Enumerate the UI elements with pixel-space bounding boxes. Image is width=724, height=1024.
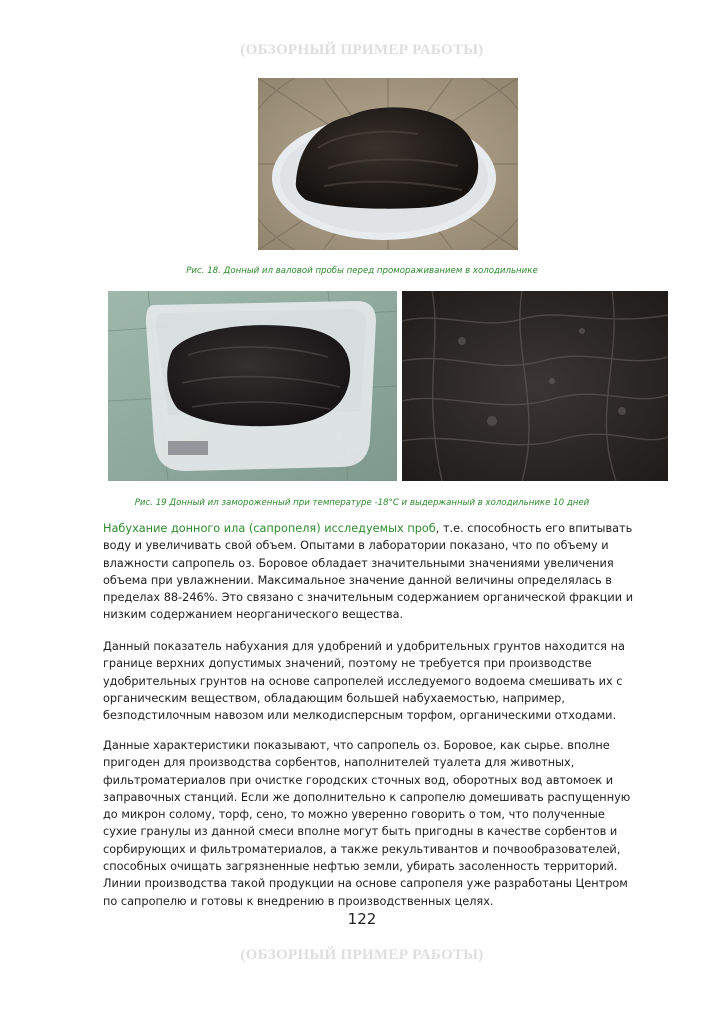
frozen-sediment-closeup-image xyxy=(402,291,668,481)
paragraph-line: низким содержанием неорганического вещества. xyxy=(103,608,404,622)
paragraph-line: сухие гранулы из данной смеси вполне могут быть пригодны в качестве сорбентов и xyxy=(103,825,618,839)
paragraph-line: сорбирующих и фильтроматериалов, а также рекультивантов и почвообразователей, xyxy=(103,842,621,856)
paragraph-line: органическим веществом, обладающим большей набухаемостью, например, xyxy=(103,691,565,705)
paragraph-line: безподстилочным навозом или мелкодисперсным торфом, органическими отходами. xyxy=(103,709,617,723)
paragraph-fertilizer xyxy=(103,638,669,724)
paragraph-line-text: , т.е. способность его впитывать xyxy=(435,522,633,535)
watermark-bottom: (ОБЗОРНЫЙ ПРИМЕР РАБОТЫ) xyxy=(240,947,484,963)
paragraph-line: воду и увеличивать свой объем. Опытами в лаборатории показано, что по объему и xyxy=(103,539,609,553)
figure-18-caption: Рис. 18. Донный ил валовой пробы перед промораживанием в холодильнике xyxy=(186,266,538,276)
paragraph-line: способных очищать загрязненные нефтью земли, убирать засоленность территорий. xyxy=(103,860,618,874)
watermark-top: (ОБЗОРНЫЙ ПРИМЕР РАБОТЫ) xyxy=(240,42,484,58)
paragraph-line: Данный показатель набухания для удобрений и удобрительных грунтов находится на xyxy=(103,640,625,653)
paragraph-sorbents xyxy=(103,737,669,910)
paragraph-line: Линии производства такой продукции на основе сапропеля уже разработаны Центром xyxy=(103,877,628,891)
paragraph-line: влажности сапропель оз. Боровое обладает значительными значениями увеличения xyxy=(103,556,614,570)
paragraph-line: пригоден для производства сорбентов, наполнителей туалета для животных, xyxy=(103,756,575,770)
container-with-sediment-image xyxy=(108,291,397,481)
plate-with-sediment-image xyxy=(258,78,518,250)
paragraph-line: заправочных станций. Если же дополнительно к сапропелю домешивать распущенную xyxy=(103,790,631,804)
paragraph-line: границе верхних допустимых значений, поэтому не требуется при производстве xyxy=(103,657,592,671)
paragraph-line: фильтроматериалов при очистке городских сточных вод, оборотных вод автомоек и xyxy=(103,773,614,787)
figure-18-photo xyxy=(258,78,518,250)
page-number: 122 xyxy=(347,910,377,928)
paragraph-lead-highlight: Набухание донного ила (сапропеля) исследуемых проб xyxy=(103,522,436,535)
figure-19-closeup-photo xyxy=(402,291,668,481)
paragraph-swelling xyxy=(103,520,669,624)
paragraph-line: до микрон солому, торф, сено, то можно уверенно говорить о том, что полученные xyxy=(103,808,605,822)
paragraph-line: Данные характеристики показывают, что сапропель оз. Боровое, как сырье. вполне xyxy=(103,739,610,752)
paragraph-line: удобрительных грунтов на основе сапропелей исследуемого водоема смешивать их с xyxy=(103,674,623,688)
paragraph-line: пределах 88-246%. Это связано с значительным содержанием органической фракции и xyxy=(103,591,634,605)
paragraph-line: объема при увлажнении. Максимальное значение данной величины определялась в xyxy=(103,573,612,587)
figure-19-container-photo xyxy=(108,291,397,481)
figure-19-caption: Рис. 19 Донный ил замороженный при температуре -18°С и выдержанный в холодильнике 10 дней xyxy=(134,498,590,508)
paragraph-line xyxy=(103,520,669,537)
paragraph-line: по сапропелю и готовы к внедрению в производственных целях. xyxy=(103,894,494,908)
